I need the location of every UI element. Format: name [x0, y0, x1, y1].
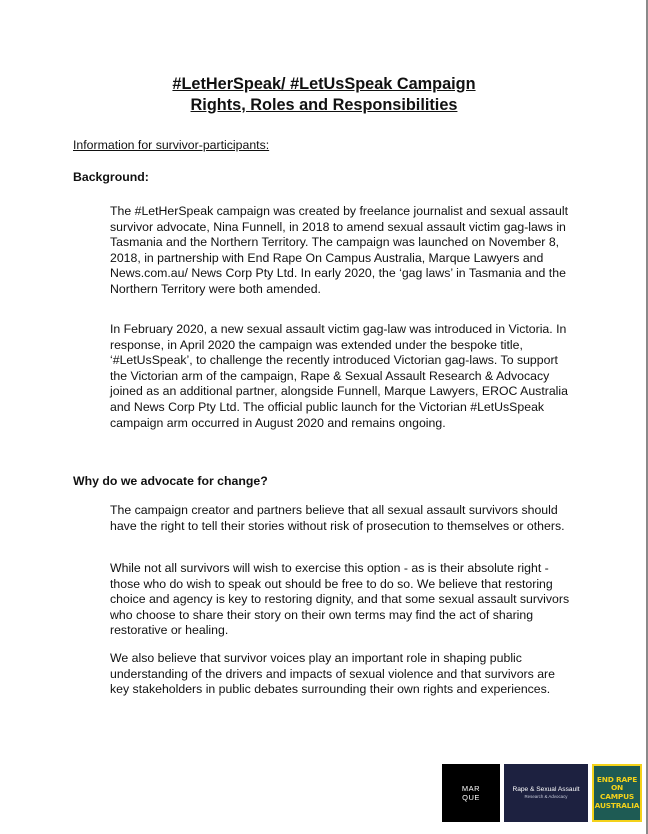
- rasa-logo-main: Rape & Sexual Assault: [512, 786, 580, 793]
- why-paragraph-1: The campaign creator and partners believe that all sexual assault survivors should have the right to tell their stories without risk of prosecution to themselves or others.: [110, 503, 565, 533]
- background-paragraph-2: In February 2020, a new sexual assault victim gag-law was introduced in Victoria. In response, in April 2020 the campaign was extended under the bespoke title, ‘#LetUsSpeak’, to challenge the recently introduced Victorian gag-laws. To support the Victorian arm of the campaign, Rape & Sexual Assault Research & Advocacy joined as an additional partner, alongside Funnell, Marque Lawyers, EROC Australia and News Corp Pty Ltd. The official public launch for the Victorian #LetUsSpeak campaign arm occurred in August 2020 and remains ongoing.: [110, 322, 568, 430]
- why-heading: Why do we advocate for change?: [73, 474, 268, 488]
- document-title: [0, 74, 648, 116]
- info-heading: Information for survivor-participants:: [73, 138, 270, 152]
- why-paragraph-2: While not all survivors will wish to exercise this option - as is their absolute right - those who do wish to speak out should be free to do so. We believe that restoring choice and agency is key to restoring dignity, and that some sexual assault survivors who choose to share their story on their own terms may find the act of sharing restorative or healing.: [110, 561, 570, 638]
- marque-logo-top: MAR: [461, 784, 481, 793]
- marque-logo-bottom: QUE: [462, 793, 480, 802]
- eroc-logo: [592, 764, 642, 822]
- background-paragraph-1: The #LetHerSpeak campaign was created by freelance journalist and sexual assault survivor advocate, Nina Funnell, in 2018 to amend sexual assault victim gag-laws in Tasmania and the Northern Territory. The campaign was launched on November 8, 2018, in partnership with End Rape On Campus Australia, Marque Lawyers and News.com.au/ News Corp Pty Ltd. In early 2020, the ‘gag laws’ in Tasmania and the Northern Territory were both amended.: [110, 204, 568, 296]
- title-line-1: #LetHerSpeak/ #LetUsSpeak Campaign: [172, 75, 476, 93]
- eroc-logo-line-1: END RAPE: [596, 774, 638, 784]
- marque-logo: [442, 764, 500, 822]
- rasa-logo-sub: Research & Advocacy: [524, 794, 568, 799]
- why-paragraph-3: We also believe that survivor voices play an important role in shaping public understanding of the drivers and impacts of sexual violence and that survivors are key stakeholders in public debates surrounding their own rights and experiences.: [110, 651, 555, 697]
- background-heading: Background:: [73, 170, 149, 184]
- rasa-logo: [504, 764, 588, 822]
- eroc-logo-line-2: ON CAMPUS: [599, 783, 635, 801]
- eroc-logo-line-3: AUSTRALIA: [594, 800, 640, 810]
- title-line-2: Rights, Roles and Responsibilities: [190, 96, 458, 114]
